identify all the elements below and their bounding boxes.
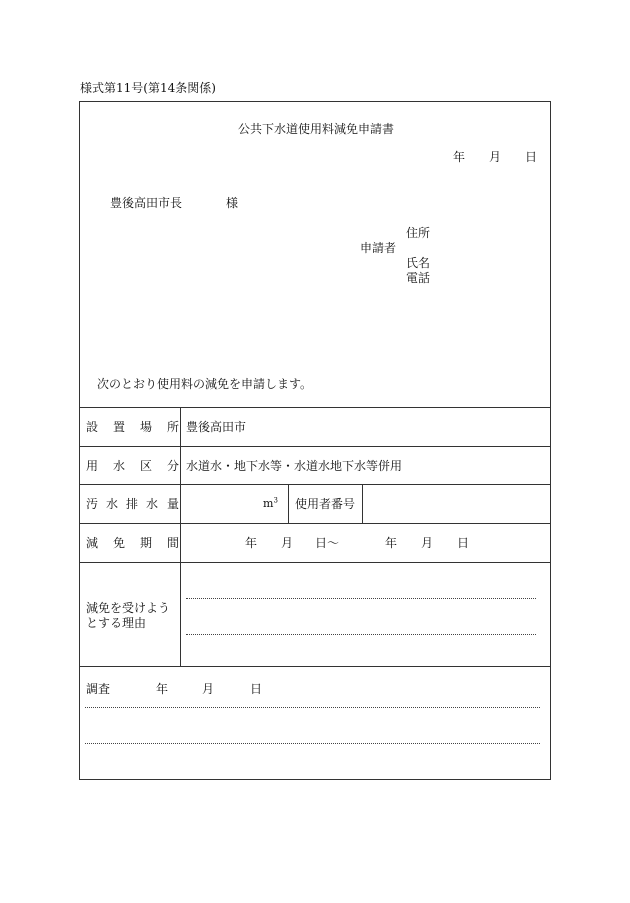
date-month-label: 月: [489, 150, 502, 164]
label-char: 水: [146, 497, 159, 511]
label-char: 分: [167, 459, 180, 473]
period-from-month: 月: [281, 536, 294, 550]
label-char: 水: [113, 459, 126, 473]
date-year-label: 年: [453, 150, 466, 164]
period-to-day: 日: [457, 536, 470, 550]
user-number-label: 使用者番号: [295, 497, 356, 511]
label-char: 区: [140, 459, 153, 473]
application-form: [79, 101, 551, 780]
label-char: 期: [140, 536, 153, 550]
label-char: 置: [113, 420, 126, 434]
label-char: 用: [86, 459, 99, 473]
row-divider: [80, 446, 550, 447]
survey-label: 調査: [86, 682, 111, 696]
label-char: 減: [86, 536, 99, 550]
label-char: 免: [113, 536, 126, 550]
label-char: 排: [126, 497, 139, 511]
applicant-label: 申請者: [360, 241, 397, 255]
label-char: 間: [167, 536, 180, 550]
location-value[interactable]: 豊後高田市: [186, 420, 247, 434]
request-text: 次のとおり使用料の減免を申請します。: [97, 377, 313, 391]
volume-unit-exponent: 3: [273, 496, 278, 505]
user-number-input[interactable]: [363, 485, 549, 522]
form-title: 公共下水道使用料減免申請書: [238, 122, 395, 136]
label-char: 設: [86, 420, 99, 434]
reason-label-line2: とする理由: [86, 616, 147, 630]
date-day-label: 日: [525, 150, 538, 164]
survey-line-2[interactable]: [85, 743, 540, 744]
survey-day: 日: [250, 682, 263, 696]
period-to-month: 月: [421, 536, 434, 550]
label-char: 水: [106, 497, 119, 511]
survey-year: 年: [156, 682, 169, 696]
volume-unit: [263, 498, 278, 509]
reason-label-line1: 減免を受けよう: [86, 601, 171, 615]
volume-unit-base: m: [263, 497, 274, 510]
period-from-year: 年: [245, 536, 258, 550]
row-divider: [80, 407, 550, 408]
applicant-phone-label: 電話: [406, 271, 431, 285]
period-from-day: 日～: [315, 536, 340, 550]
label-char: 汚: [86, 497, 99, 511]
applicant-address-label: 住所: [406, 226, 431, 240]
volume-cell-divider: [288, 484, 289, 523]
applicant-name-label: 氏名: [406, 256, 431, 270]
water-type-options[interactable]: 水道水・地下水等・水道水地下水等併用: [186, 459, 403, 473]
period-to-year: 年: [385, 536, 398, 550]
reason-line-1[interactable]: [186, 598, 536, 599]
addressee-name: 豊後高田市長: [110, 196, 183, 210]
label-char: 場: [140, 420, 153, 434]
label-char: 所: [167, 420, 180, 434]
reason-line-2[interactable]: [186, 634, 536, 635]
survey-line-1[interactable]: [85, 707, 540, 708]
row-divider: [80, 666, 550, 667]
row-divider: [80, 523, 550, 524]
label-column-divider: [180, 407, 181, 666]
row-divider: [80, 562, 550, 563]
addressee-honorific: 様: [226, 196, 239, 210]
label-char: 量: [167, 497, 180, 511]
survey-month: 月: [202, 682, 215, 696]
form-number: 様式第11号(第14条関係): [80, 81, 216, 95]
